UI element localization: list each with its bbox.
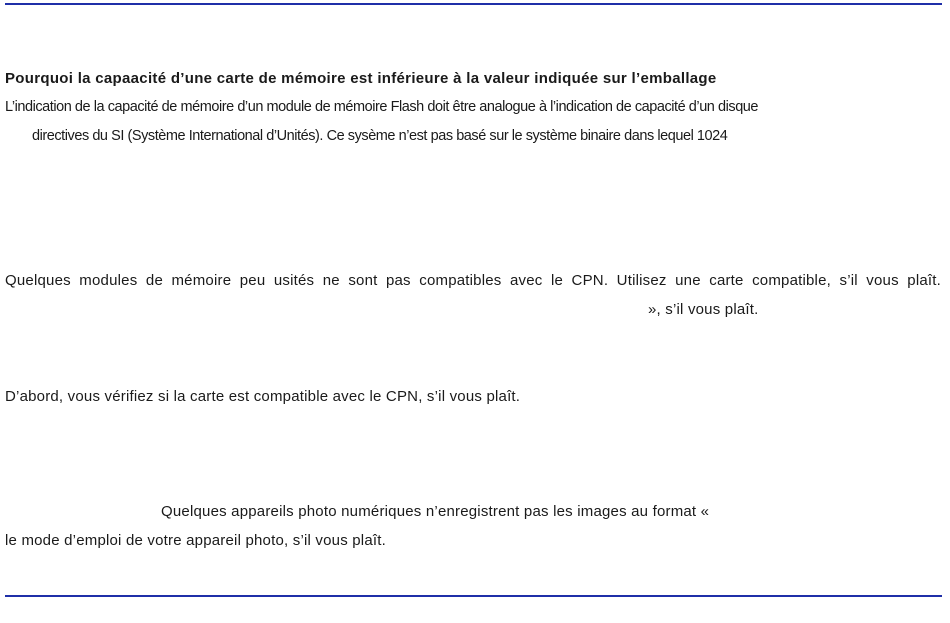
paragraph-2-line-2: », s’il vous plaît. [648, 301, 759, 318]
section-heading: Pourquoi la capaacité d’une carte de mémoire est inférieure à la valeur indiquée sur l’emballage [5, 70, 717, 87]
paragraph-4-line-1: Quelques appareils photo numériques n’enregistrent pas les images au format « [161, 503, 710, 520]
top-divider [5, 3, 942, 5]
paragraph-4-line-2: le mode d’emploi de votre appareil photo, s’il vous plaît. [5, 532, 386, 549]
paragraph-3-line-1: D’abord, vous vérifiez si la carte est compatible avec le CPN, s’il vous plaît. [5, 388, 521, 405]
bottom-divider [5, 595, 942, 597]
paragraph-2-line-1: Quelques modules de mémoire peu usités ne sont pas compatibles avec le CPN. Utilisez une carte compatible, s’il vous plaît. [5, 272, 941, 289]
paragraph-1-line-1: L’indication de la capacité de mémoire d’un module de mémoire Flash doit être analogue à l’indication de capacité d’un disque [5, 99, 759, 115]
paragraph-1-line-2: directives du SI (Système International d’Unités). Ce sysème n’est pas basé sur le système binaire dans lequel 1024 [32, 128, 728, 144]
